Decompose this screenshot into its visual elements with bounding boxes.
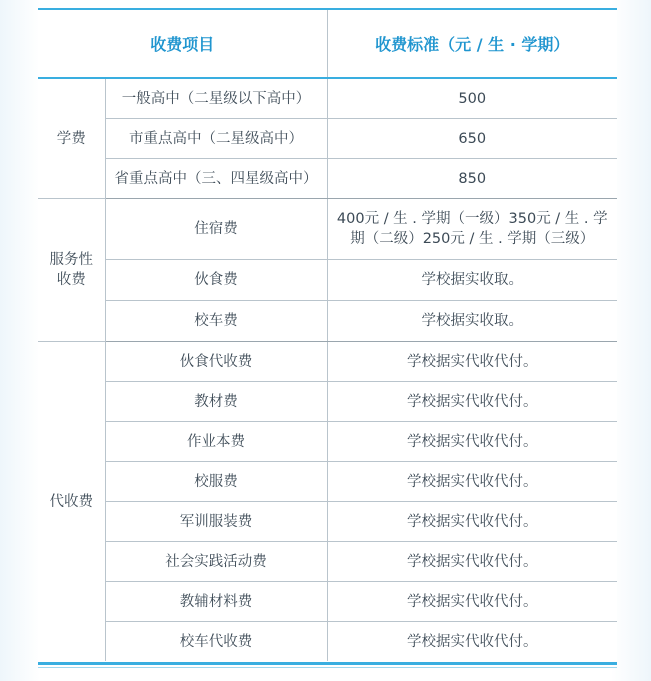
value-cell: 学校据实代收代付。: [327, 462, 617, 502]
item-cell: 伙食费: [105, 260, 327, 301]
value-cell: 学校据实代收代付。: [327, 582, 617, 622]
header-row: [38, 10, 617, 78]
value-cell: 学校据实收取。: [327, 301, 617, 342]
table-row: [38, 622, 617, 662]
value-cell: 学校据实代收代付。: [327, 542, 617, 582]
table-row: [38, 422, 617, 462]
item-cell: 省重点高中（三、四星级高中）: [105, 159, 327, 199]
item-cell: 市重点高中（二星级高中）: [105, 119, 327, 159]
value-cell: 学校据实代收代付。: [327, 502, 617, 542]
item-cell: 作业本费: [105, 422, 327, 462]
table-row: [38, 542, 617, 582]
table-row: [38, 582, 617, 622]
item-cell: 社会实践活动费: [105, 542, 327, 582]
item-cell: 校车费: [105, 301, 327, 342]
category-service: [38, 199, 105, 342]
table-row: [38, 382, 617, 422]
value-cell: 学校据实收取。: [327, 260, 617, 301]
bottom-rule-thin: [38, 667, 617, 668]
item-cell: 校车代收费: [105, 622, 327, 662]
item-cell: 教材费: [105, 382, 327, 422]
item-cell: 军训服装费: [105, 502, 327, 542]
item-cell: 住宿费: [105, 199, 327, 260]
value-cell: 学校据实代收代付。: [327, 342, 617, 382]
value-line2: 期（二级）250元 / 生 . 学期（三级）: [350, 231, 595, 247]
bottom-rule: [38, 662, 617, 665]
value-cell: 500: [327, 78, 617, 119]
item-cell: 校服费: [105, 462, 327, 502]
item-cell: 教辅材料费: [105, 582, 327, 622]
table-row: [38, 78, 617, 119]
fee-table: [38, 10, 617, 661]
table-row: [38, 462, 617, 502]
category-agency: 代收费: [38, 342, 105, 662]
value-cell: 学校据实代收代付。: [407, 633, 538, 650]
header-item: 收费项目: [38, 10, 327, 78]
table-row: [38, 199, 617, 260]
item-cell: 伙食代收费: [105, 342, 327, 382]
table-row: [38, 119, 617, 159]
table-row: [38, 502, 617, 542]
table-row: [38, 342, 617, 382]
value-cell: [327, 199, 617, 260]
category-tuition: 学费: [38, 78, 105, 199]
category-service-line2: 收费: [56, 272, 86, 288]
value-cell: 850: [327, 159, 617, 199]
value-cell: 学校据实代收代付。: [327, 422, 617, 462]
value-cell: 650: [327, 119, 617, 159]
header-standard: 收费标准（元 / 生 · 学期）: [327, 10, 617, 78]
value-cell: 学校据实代收代付。: [327, 382, 617, 422]
table-row: [38, 260, 617, 301]
table-row: [38, 301, 617, 342]
table-row: [38, 159, 617, 199]
item-cell: 一般高中（二星级以下高中）: [105, 78, 327, 119]
value-line1: 400元 / 生 . 学期（一级）350元 / 生 . 学: [336, 211, 608, 227]
category-service-line1: 服务性: [49, 252, 93, 268]
